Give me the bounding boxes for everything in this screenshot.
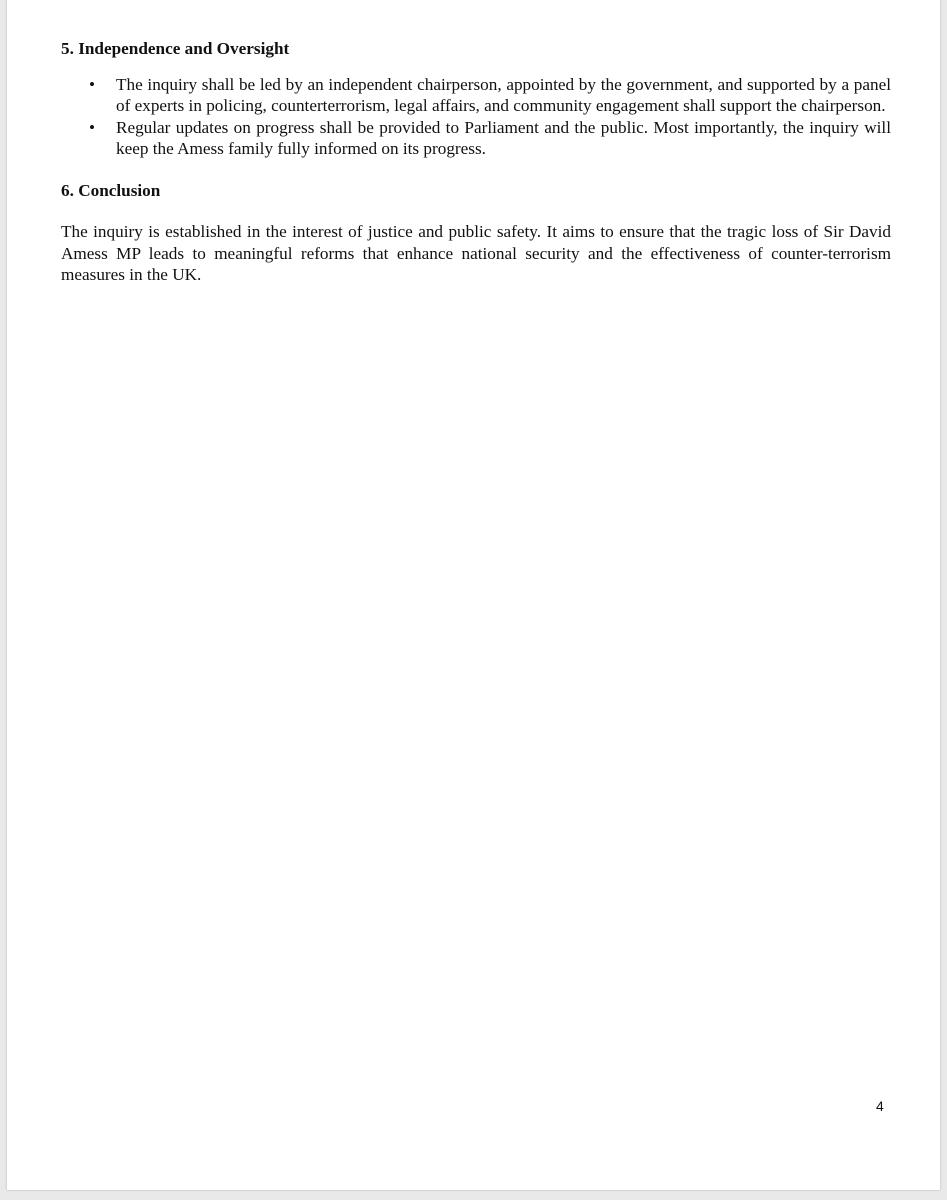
page-number: 4	[876, 1098, 884, 1114]
section-6-heading: 6. Conclusion	[61, 180, 161, 200]
section-5-heading: 5. Independence and Oversight	[61, 39, 290, 58]
bullet-icon: •	[89, 117, 96, 137]
section-6	[61, 180, 891, 286]
conclusion-paragraph: The inquiry is established in the interest of justice and public safety. It aims to ensure that the tragic loss of Sir David Amess MP leads to meaningful reforms that enhance national security and the effectiveness of counter-terrorism measures in the UK.	[61, 222, 891, 284]
page-content	[61, 38, 891, 286]
section-5-bullet-list	[61, 74, 891, 160]
list-item	[61, 117, 891, 160]
bullet-text: The inquiry shall be led by an independent chairperson, appointed by the government, and supported by a panel of experts in policing, counterterrorism, legal affairs, and community engagement shall support the chairperson.	[116, 74, 891, 115]
bullet-text: Regular updates on progress shall be provided to Parliament and the public. Most importantly, the inquiry will keep the Amess family fully informed on its progress.	[116, 117, 891, 158]
bullet-icon: •	[89, 74, 96, 94]
document-page	[7, 0, 940, 1190]
list-item	[61, 74, 891, 117]
